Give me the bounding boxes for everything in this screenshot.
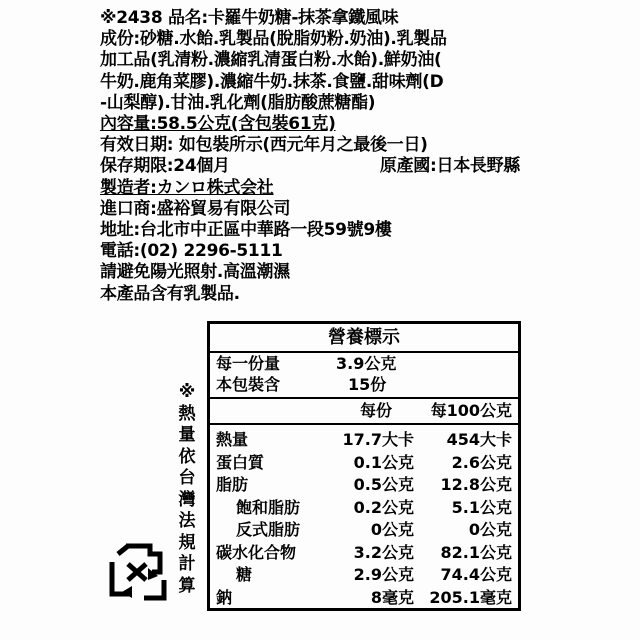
nutrition-row-protein [210, 452, 518, 475]
per-100g-value: 2.6公克 [451, 452, 512, 472]
serving-size-value: 3.9公克 [336, 354, 397, 373]
per-serving-value: 0.5公克 [353, 475, 414, 494]
nutrition-facts-table [207, 321, 521, 611]
calorie-calculation-note [176, 382, 198, 597]
servings-label: 本包裝含 [216, 375, 281, 394]
note-char: 算 [178, 575, 196, 596]
per-serving-header: 每份 [359, 401, 392, 420]
nutrient-name: 鈉 [216, 587, 233, 607]
shelf-life: 保存期限:24個月 [100, 156, 230, 177]
note-char: 法 [178, 511, 196, 531]
nutrient-name: 碳水化合物 [216, 542, 297, 562]
note-char: 計 [178, 554, 196, 574]
storage-note-line: 請避免陽光照射.高溫潮濕 [100, 262, 290, 283]
nutrition-row-saturated-fat [210, 497, 518, 520]
nutrition-row-carbohydrate [210, 542, 518, 565]
per-100g-value: 74.4公克 [440, 565, 512, 584]
expiry-line: 有效日期: 如包裝所示(西元年月之最後一日) [100, 135, 428, 156]
note-char: 規 [178, 532, 196, 553]
note-char: 台 [178, 468, 196, 488]
address-line: 地址:台北市中正區中華路一段59號9樓 [100, 220, 392, 241]
nutrition-row-trans-fat [210, 519, 518, 542]
product-info-block [100, 8, 620, 305]
ingredients-line-2: 加工品(乳清粉.濃縮乳清蛋白粉.水飴).鮮奶油( [100, 50, 442, 71]
manufacturer-line: 製造者:カンロ株式会社 [100, 177, 274, 198]
per-serving-value: 0公克 [370, 520, 414, 539]
allergen-note-line: 本產品含有乳製品. [100, 283, 240, 304]
nutrient-name: 反式脂肪 [236, 520, 301, 539]
per-100g-value: 454大卡 [446, 430, 512, 449]
ingredients-line-3: 牛奶.鹿角菜膠).濃縮牛奶.抹茶.食鹽.甜味劑(D [100, 71, 444, 92]
nutrition-column-headers [210, 399, 518, 425]
net-content-line: 內容量:58.5公克(含包裝61克) [100, 114, 336, 135]
per-serving-value: 3.2公克 [353, 542, 414, 562]
serving-size-label: 每一份量 [216, 354, 281, 373]
per-serving-value: 0.2公克 [353, 497, 414, 517]
nutrition-row-energy [210, 429, 518, 452]
per-100g-value: 12.8公克 [440, 475, 512, 494]
per-serving-value: 2.9公克 [353, 565, 414, 584]
shelf-life-origin-line [100, 156, 520, 177]
per-serving-value: 17.7大卡 [342, 430, 414, 449]
nutrition-row-sugar [210, 564, 518, 587]
product-name-line: ※2438 品名:卡羅牛奶糖-抹茶拿鐵風味 [100, 8, 399, 28]
serving-info [210, 353, 518, 399]
nutrient-name: 蛋白質 [216, 452, 265, 472]
recycle-symbol-icon [108, 540, 168, 604]
nutrient-name: 飽和脂肪 [236, 497, 301, 517]
servings-value: 15份 [348, 375, 387, 394]
note-char: ※ [178, 382, 196, 402]
phone-line: 電話:(02) 2296-5111 [100, 241, 283, 262]
ingredients-line-1: 成份:砂糖.水飴.乳製品(脫脂奶粉.奶油).乳製品 [100, 29, 447, 50]
ingredients-line-4: -山梨醇).甘油.乳化劑(脂肪酸蔗糖酯) [100, 92, 376, 113]
note-char: 熱 [178, 403, 196, 424]
importer-line: 進口商:盛裕貿易有限公司 [100, 198, 291, 219]
nutrition-row-fat [210, 474, 518, 497]
per-100g-value: 82.1公克 [440, 542, 512, 562]
per-100g-value: 5.1公克 [451, 497, 512, 517]
note-char: 量 [178, 425, 196, 445]
per-serving-value: 0.1公克 [353, 452, 414, 472]
nutrition-title: 營養標示 [210, 324, 518, 353]
note-char: 灣 [178, 489, 196, 510]
per-100g-header: 每100公克 [430, 401, 512, 420]
nutrient-name: 熱量 [216, 430, 249, 449]
nutrient-name: 糖 [236, 565, 253, 584]
per-100g-value: 205.1毫克 [429, 587, 512, 607]
nutrient-name: 脂肪 [216, 475, 249, 494]
note-char: 依 [178, 446, 196, 467]
nutrition-row-sodium [210, 587, 518, 610]
nutrition-rows [210, 425, 518, 609]
country-of-origin: 原產國:日本長野縣 [379, 156, 520, 177]
per-100g-value: 0公克 [468, 520, 512, 539]
per-serving-value: 8毫克 [370, 587, 414, 607]
